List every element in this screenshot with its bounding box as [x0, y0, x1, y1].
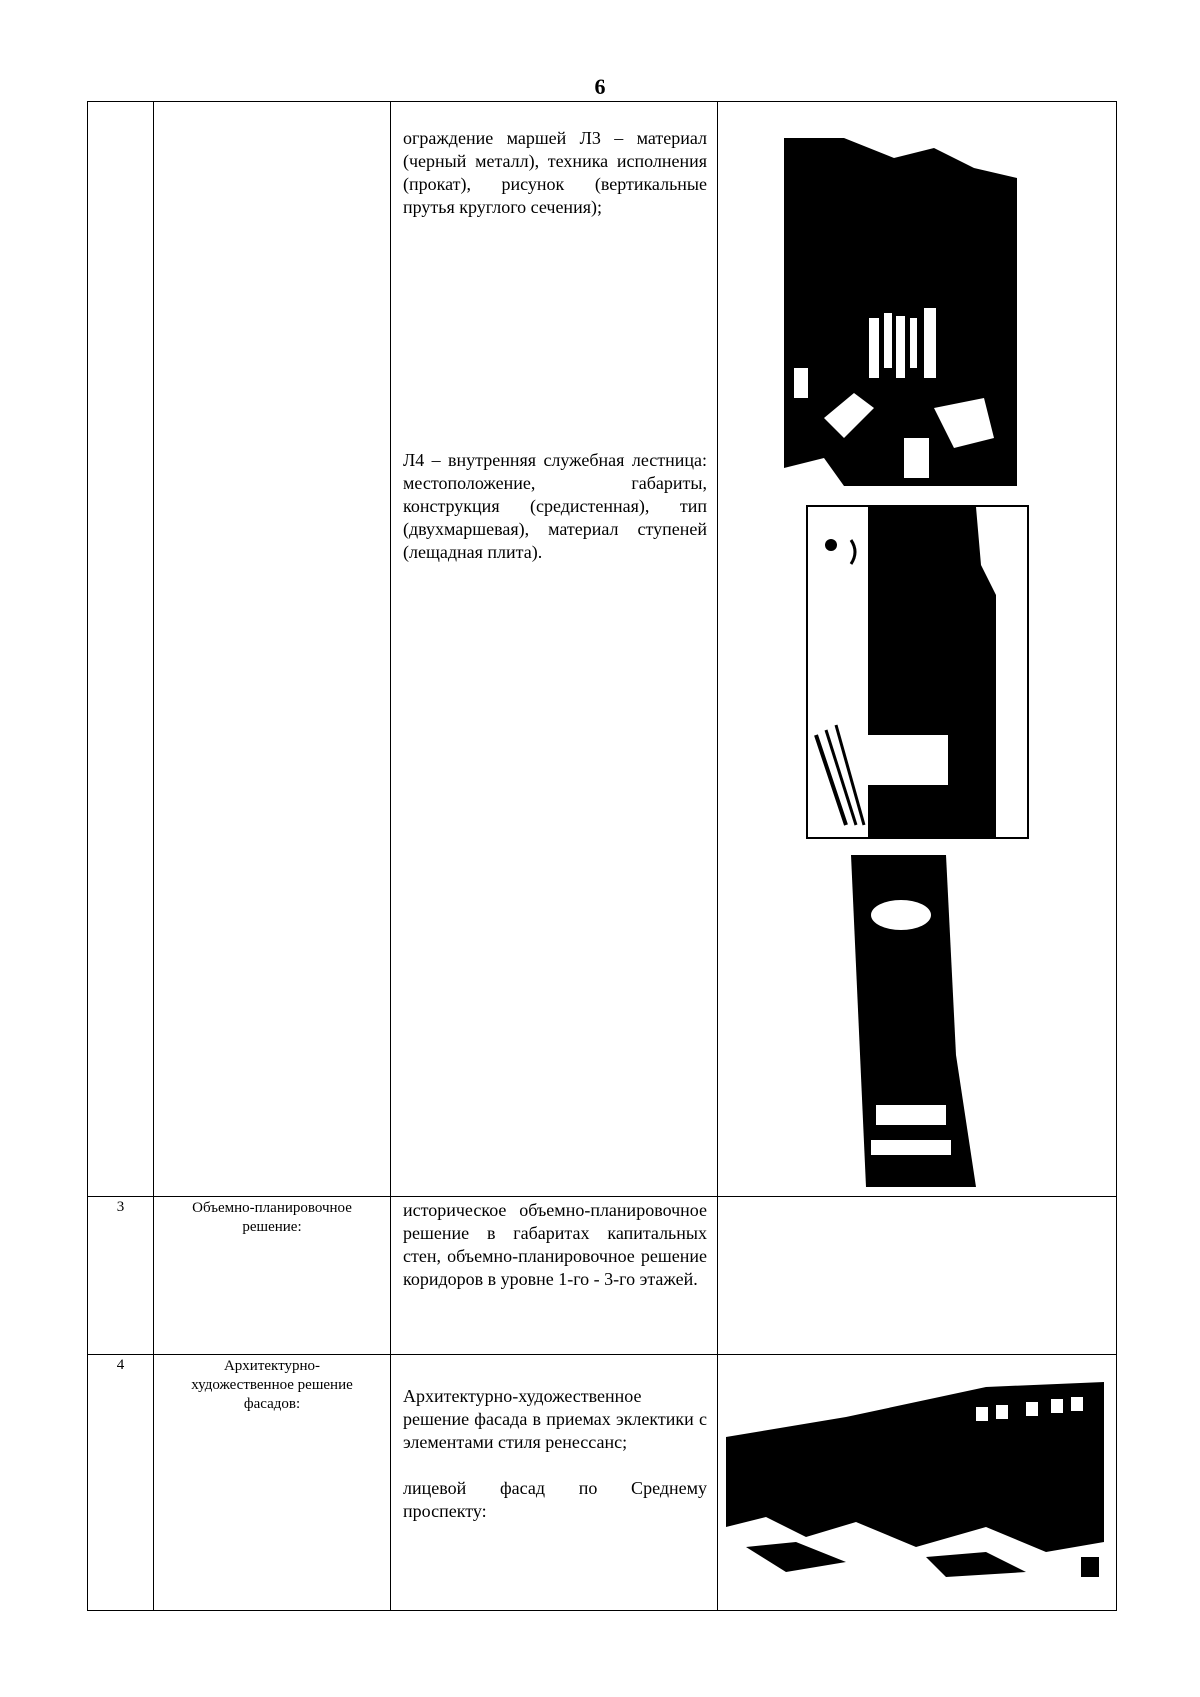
table-row: [88, 102, 1117, 1197]
row-photos: [718, 1355, 1117, 1611]
service-stair-l4-flight-photo: [806, 855, 1029, 1187]
row-number: 3: [88, 1197, 154, 1355]
row-description: [391, 102, 718, 1197]
description-text: ограждение маршей Л3 – материал (черный металл), техника исполнения (прокат), рисунок (вертикальные прутья круглого сечения);: [403, 128, 707, 217]
attributes-table: [87, 101, 1117, 1611]
stair-railing-l3-photo: [784, 138, 1017, 486]
row-description: [391, 1355, 718, 1611]
row-photos: [718, 1197, 1117, 1355]
description-text: историческое объемно-планировочное решение в габаритах капитальных стен, объемно-планировочное решение коридоров в уровне 1-го - 3-го этажей.: [403, 1200, 707, 1289]
description-text: Архитектурно-художественное решение фасада в приемах эклектики с элементами стиля ренессанс;: [403, 1386, 707, 1452]
service-stair-l4-photo: [806, 505, 1029, 839]
row-number: 4: [88, 1355, 154, 1611]
table-row: [88, 1355, 1117, 1611]
row-name: Объемно-планировочное решение:: [154, 1197, 391, 1355]
page-number: 6: [594, 74, 606, 99]
description-text: лицевой фасад по Среднему проспекту:: [403, 1478, 707, 1521]
street-facade-photo: [726, 1377, 1104, 1582]
row-name: Архитектурно-художественное решение фасадов:: [154, 1355, 391, 1611]
row-photos: [718, 102, 1117, 1197]
row-description: [391, 1197, 718, 1355]
description-text: Л4 – внутренняя служебная лестница: местоположение, габариты, конструкция (средистенная), тип (двухмаршевая), материал ступеней (лещадная плита).: [403, 450, 707, 562]
table-row: [88, 1197, 1117, 1355]
row-name: [154, 102, 391, 1197]
row-number: [88, 102, 154, 1197]
